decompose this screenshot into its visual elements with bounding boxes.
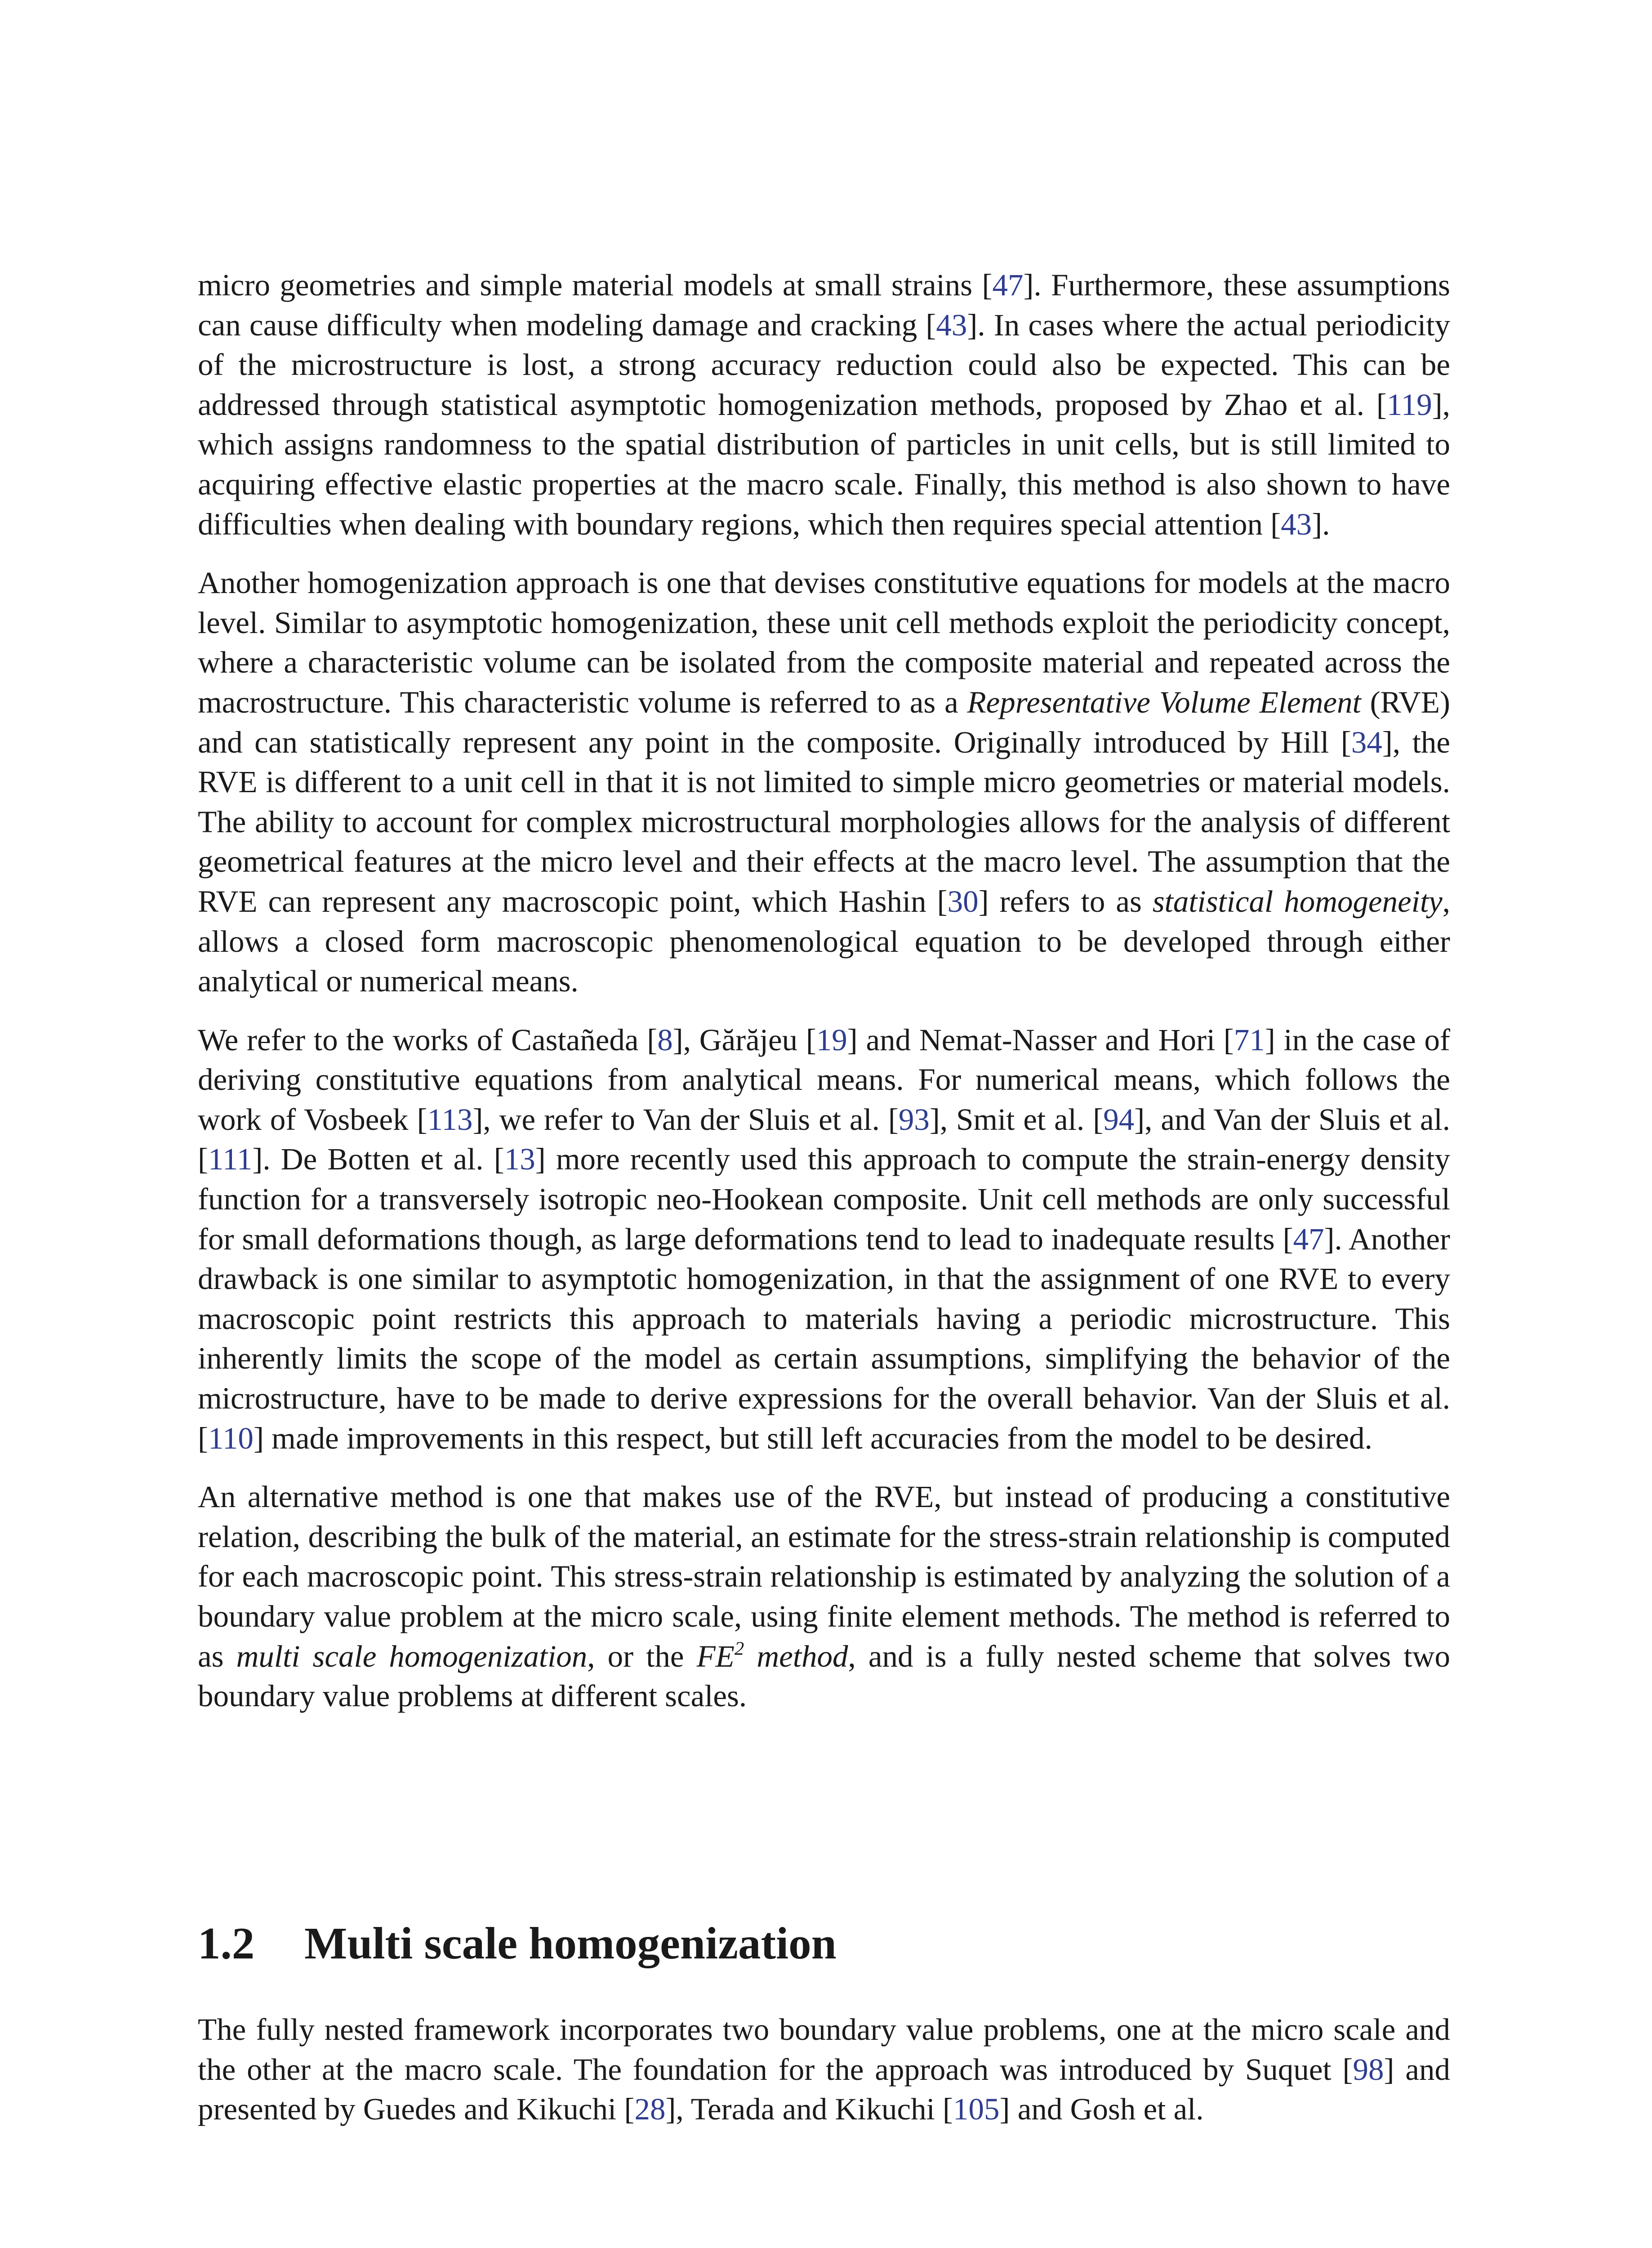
- method-label: method: [744, 1639, 848, 1673]
- paragraph-unit-cell-methods: [198, 563, 1450, 1001]
- text-run: ], Smit et al. [: [929, 1102, 1104, 1137]
- paragraph-fe2-method: [198, 1477, 1450, 1716]
- citation-link[interactable]: 119: [1386, 387, 1432, 422]
- emphasis-term: multi scale homogenization: [236, 1639, 588, 1673]
- paragraph-related-works: [198, 1020, 1450, 1459]
- emphasis-term: Representative Volume Element: [967, 685, 1361, 719]
- citation-link[interactable]: 110: [208, 1421, 254, 1455]
- text-run: ]. In cases where the actual periodicity of the microstructure is lost, a strong accuracy reduction could also be expected. This can be addressed through statistical asymptotic homogenization methods, proposed by Zhao et al. [: [198, 308, 1450, 422]
- text-run: ] and Nemat-Nasser and Hori [: [847, 1022, 1234, 1057]
- text-run: An alternative method is one that makes use of the RVE, but instead of producing a constitutive relation, describing the bulk of the material, an estimate for the stress-strain relationship is computed for each macroscopic point. This stress-strain relationship is estimated by analyzing the solution of a boundary value problem at the micro scale, using finite element methods. The method is referred to as: [198, 1480, 1450, 1673]
- superscript: 2: [734, 1638, 744, 1659]
- citation-link[interactable]: 98: [1353, 2052, 1384, 2087]
- citation-link[interactable]: 47: [1293, 1222, 1324, 1256]
- text-run: We refer to the works of Castañeda [: [198, 1022, 658, 1057]
- paragraph-fully-nested-framework: [198, 2010, 1450, 2129]
- text-run: ], Gărăjeu [: [672, 1022, 816, 1057]
- citation-link[interactable]: 43: [936, 308, 967, 342]
- emphasis-term-fe2: [697, 1639, 848, 1673]
- text-run: Another homogenization approach is one that devises constitutive equations for models at the macro level. Similar to asymptotic homogenization, these unit cell methods exploit the periodicity concept, where a characteristic volume can be isolated from the composite material and repeated across the macrostructure. This characteristic volume is referred to as a: [198, 566, 1450, 719]
- text-run: ].: [1312, 507, 1330, 541]
- paragraph-asymptotic-limitations: [198, 265, 1450, 544]
- text-run: ] more recently used this approach to compute the strain-energy density function for a transversely isotropic neo-Hookean composite. Unit cell methods are only successful for small deformations though, as large deformations tend to lead to inadequate results [: [198, 1142, 1450, 1256]
- text-run: ], Terada and Kikuchi [: [665, 2092, 953, 2127]
- text-run: (RVE) and can statistically represent any point in the composite. Originally introduced by Hill [: [198, 685, 1451, 759]
- citation-link[interactable]: 19: [816, 1022, 847, 1057]
- section-title: Multi scale homogenization: [304, 1918, 837, 1968]
- text-run: ]. Another drawback is one similar to asymptotic homogenization, in that the assignment of one RVE to every macroscopic point restricts this approach to materials having a periodic microstructure. This inherently limits the scope of the model as certain assumptions, simplifying the behavior of the microstructure, have to be made to derive expressions for the overall behavior. Van der Sluis et al. [: [198, 1222, 1450, 1455]
- text-run: ] in the case of deriving constitutive equations from analytical means. For numerical means, which follows the work of Vosbeek [: [198, 1022, 1450, 1137]
- citation-link[interactable]: 93: [898, 1102, 930, 1137]
- section-number: 1.2: [198, 1918, 255, 1968]
- text-run: micro geometries and simple material models at small strains [: [198, 268, 993, 302]
- citation-link[interactable]: 28: [634, 2092, 666, 2127]
- body-text-top: [198, 265, 1450, 1716]
- text-run: ] made improvements in this respect, but still left accuracies from the model to be desired.: [253, 1421, 1372, 1455]
- citation-link[interactable]: 113: [427, 1102, 473, 1137]
- text-run: , or the: [587, 1639, 697, 1673]
- citation-link[interactable]: 105: [953, 2092, 1000, 2127]
- text-run: ]. De Botten et al. [: [252, 1142, 504, 1177]
- text-run: The fully nested framework incorporates two boundary value problems, one at the micro scale and the other at the macro scale. The foundation for the approach was introduced by Suquet [: [198, 2012, 1450, 2087]
- citation-link[interactable]: 34: [1351, 725, 1382, 759]
- emphasis-term: statistical homogeneity: [1152, 884, 1443, 919]
- text-run: ] and Gosh et al.: [999, 2092, 1204, 2127]
- citation-link[interactable]: 71: [1233, 1022, 1265, 1057]
- text-run: ], the RVE is different to a unit cell in that it is not limited to simple micro geometries or material models. The ability to account for complex microstructural morphologies allows for the analysis of different geometrical features at the micro level and their effects at the macro level. The assumption that the RVE can represent any macroscopic point, which Hashin [: [198, 725, 1450, 919]
- citation-link[interactable]: 30: [947, 884, 979, 919]
- text-run: ], and Van der Sluis et al. [: [198, 1102, 1450, 1177]
- citation-link[interactable]: 8: [657, 1022, 673, 1057]
- text-run: ]. Furthermore, these assumptions can cause difficulty when modeling damage and cracking [: [198, 268, 1450, 342]
- text-run: ] refers to as: [978, 884, 1153, 919]
- text-run: , allows a closed form macroscopic phenomenological equation to be developed through either analytical or numerical means.: [198, 884, 1450, 999]
- citation-link[interactable]: 94: [1103, 1102, 1135, 1137]
- citation-link[interactable]: 111: [208, 1142, 253, 1177]
- text-run: ], we refer to Van der Sluis et al. [: [472, 1102, 899, 1137]
- text-run: ], which assigns randomness to the spatial distribution of particles in unit cells, but is still limited to acquiring effective elastic properties at the macro scale. Finally, this method is also shown to have difficulties when dealing with boundary regions, which then requires special attention [: [198, 387, 1450, 541]
- section-heading: [198, 1916, 1450, 1970]
- body-text-bottom: [198, 2010, 1450, 2129]
- citation-link[interactable]: 47: [992, 268, 1024, 302]
- text-run: , and is a fully nested scheme that solves two boundary value problems at different scales.: [198, 1639, 1450, 1713]
- citation-link[interactable]: 43: [1281, 507, 1312, 541]
- text-run: ] and presented by Guedes and Kikuchi [: [198, 2052, 1450, 2127]
- fe-label: FE: [696, 1639, 735, 1673]
- citation-link[interactable]: 13: [504, 1142, 535, 1177]
